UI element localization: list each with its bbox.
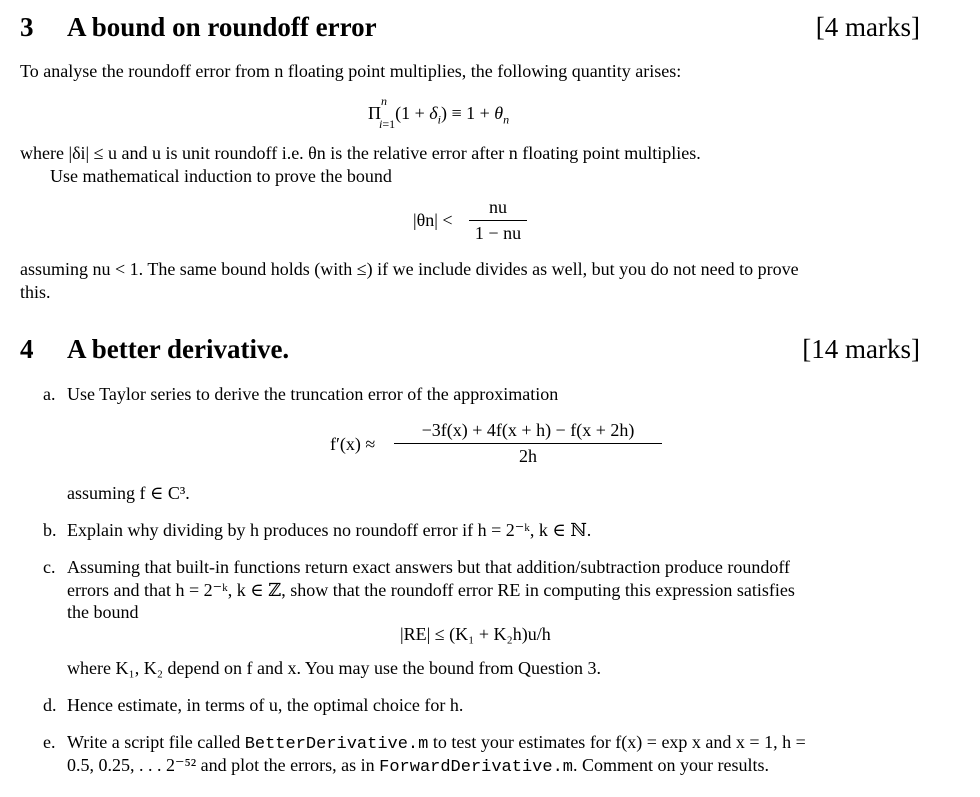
section-3-assuming-line: assuming nu < 1. The same bound holds (with ≤) if we include divides as well, but you do not need to prove bbox=[20, 259, 799, 279]
roundoff-bound-equation: |RE| ≤ (K₁ + K₂h)u/h bbox=[400, 624, 551, 644]
bound-numerator: nu bbox=[489, 197, 507, 217]
item-e-label: e. bbox=[43, 732, 56, 752]
section-3-number: 3 bbox=[20, 12, 34, 42]
script-filename: BetterDerivative.m bbox=[244, 735, 429, 754]
derivative-numerator: −3f(x) + 4f(x + h) − f(x + 2h) bbox=[421, 420, 635, 440]
item-d-text: Hence estimate, in terms of u, the optimal choice for h. bbox=[67, 695, 464, 715]
item-c-text-line-3: the bound bbox=[67, 602, 139, 622]
reference-script-filename: ForwardDerivative.m bbox=[379, 758, 573, 777]
item-e-line-1 bbox=[67, 732, 806, 754]
section-3-induction-line: Use mathematical induction to prove the bound bbox=[50, 166, 392, 186]
derivative-fraction bbox=[394, 420, 662, 467]
section-4-marks: [14 marks] bbox=[802, 334, 920, 364]
section-4-title: A better derivative. bbox=[67, 334, 290, 364]
derivative-denominator: 2h bbox=[519, 446, 537, 466]
product-symbol: Π bbox=[368, 103, 381, 123]
section-3-title: A bound on roundoff error bbox=[67, 12, 377, 42]
section-3-intro: To analyse the roundoff error from n floating point multiplies, the following quantity arises: bbox=[20, 61, 682, 81]
item-a-assuming: assuming f ∈ C³. bbox=[67, 483, 190, 503]
item-a-text: Use Taylor series to derive the truncation error of the approximation bbox=[67, 384, 559, 404]
section-3-marks: [4 marks] bbox=[815, 12, 920, 42]
item-e-text2-post: . Comment on your results. bbox=[572, 755, 769, 775]
item-c-text-line-2: errors and that h = 2⁻ᵏ, k ∈ ℤ, show that the roundoff error RE in computing this expression satisfies bbox=[67, 580, 795, 600]
product-equation: $\Pi^n_{i=1}(1 + \delta_i) \equiv 1 + \theta_n$ bbox=[368, 94, 510, 131]
bound-fraction bbox=[469, 197, 527, 244]
section-3-this-line: this. bbox=[20, 282, 51, 302]
section-3-where-line: where |δi| ≤ u and u is unit roundoff i.e. θn is the relative error after n floating point multiplies. bbox=[20, 143, 701, 163]
item-d-label: d. bbox=[43, 695, 57, 715]
item-e-text-pre: Write a script file called bbox=[67, 732, 241, 752]
bound-lhs: |θn| < bbox=[413, 210, 453, 230]
section-4-number: 4 bbox=[20, 334, 34, 364]
item-b-label: b. bbox=[43, 520, 57, 540]
derivative-lhs: f′(x) ≈ bbox=[330, 434, 376, 454]
bound-denominator: 1 − nu bbox=[474, 223, 522, 243]
item-c-where: where K₁, K₂ depend on f and x. You may use the bound from Question 3. bbox=[67, 658, 601, 678]
item-e-text2-pre: 0.5, 0.25, . . . 2⁻⁵² and plot the errors, as in bbox=[67, 755, 375, 775]
item-b-text: Explain why dividing by h produces no roundoff error if h = 2⁻ᵏ, k ∈ ℕ. bbox=[67, 520, 592, 540]
item-c-label: c. bbox=[43, 557, 56, 577]
item-e-line-2 bbox=[67, 755, 769, 777]
item-c-text-line-1: Assuming that built-in functions return exact answers but that addition/subtraction produce roundoff bbox=[67, 557, 791, 577]
item-a-label: a. bbox=[43, 384, 56, 404]
item-e-text-post: to test your estimates for f(x) = exp x and x = 1, h = bbox=[432, 732, 806, 752]
